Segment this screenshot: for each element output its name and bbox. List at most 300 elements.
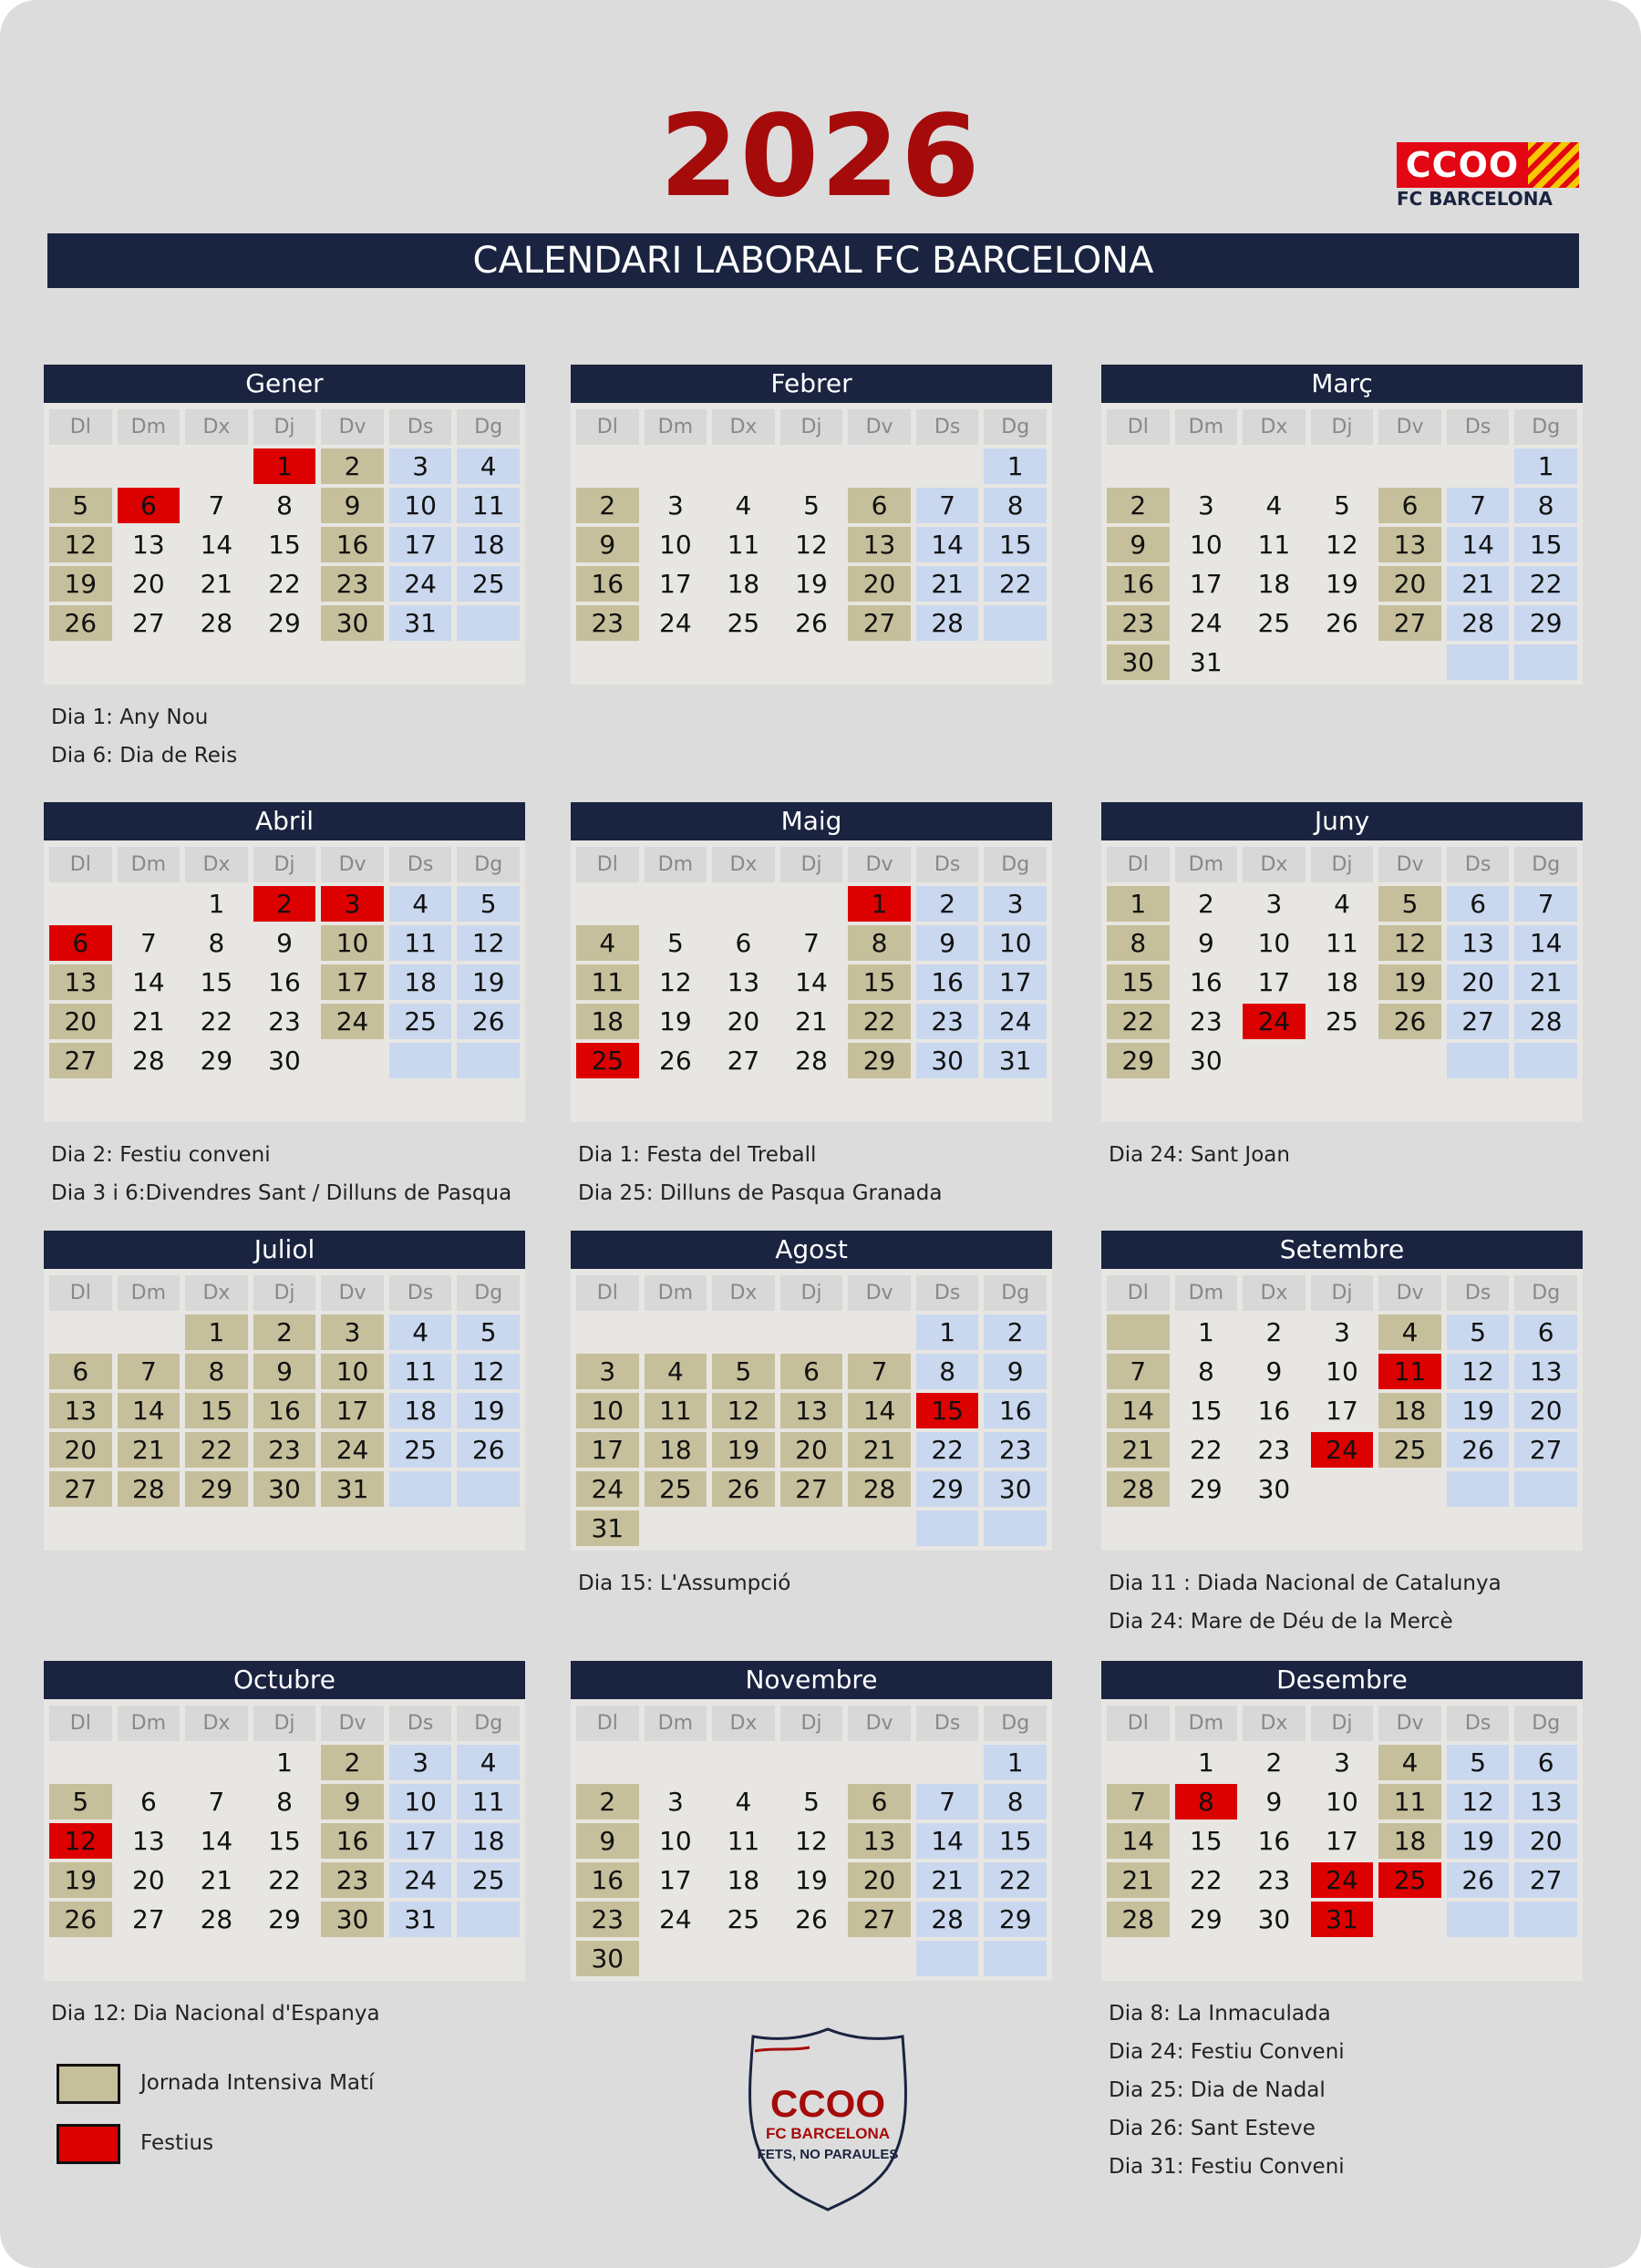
weekday-header: Ds bbox=[1447, 1275, 1510, 1311]
holiday-note: Dia 26: Sant Esteve bbox=[1109, 2117, 1316, 2140]
day-cell: 5 bbox=[1378, 886, 1441, 922]
day-cell: 20 bbox=[848, 1862, 911, 1898]
empty-cell bbox=[185, 644, 248, 680]
legend-item-intensiva bbox=[57, 2064, 512, 2109]
day-cell: 11 bbox=[576, 964, 639, 1000]
day-cell: 13 bbox=[49, 1393, 112, 1428]
day-cell: 16 bbox=[916, 964, 979, 1000]
empty-cell bbox=[848, 1510, 911, 1546]
day-cell: 10 bbox=[389, 488, 452, 523]
holiday-notes bbox=[51, 1995, 380, 2033]
holiday-note: Dia 31: Festiu Conveni bbox=[1109, 2155, 1345, 2179]
day-cell: 1 bbox=[1514, 448, 1577, 484]
weekday-header: Dm bbox=[118, 1706, 181, 1741]
day-cell: 27 bbox=[1447, 1004, 1510, 1039]
day-cell: 25 bbox=[576, 1043, 639, 1078]
empty-cell bbox=[1243, 1043, 1306, 1078]
day-cell: 26 bbox=[457, 1432, 520, 1468]
day-cell: 13 bbox=[848, 1823, 911, 1859]
day-cell: 24 bbox=[1311, 1862, 1374, 1898]
empty-cell bbox=[712, 1314, 775, 1350]
day-cell: 21 bbox=[132, 1006, 165, 1036]
empty-cell bbox=[1311, 1043, 1374, 1078]
empty-cell bbox=[1243, 1510, 1306, 1546]
day-cell: 29 bbox=[1514, 605, 1577, 641]
weekday-header: Dj bbox=[253, 847, 316, 882]
empty-cell bbox=[984, 1941, 1047, 1976]
day-cell: 28 bbox=[118, 1471, 181, 1507]
empty-cell bbox=[457, 1510, 520, 1546]
day-cell: 24 bbox=[659, 608, 692, 638]
empty-cell bbox=[457, 1043, 520, 1078]
day-cell: 5 bbox=[666, 928, 684, 958]
weekday-header: Dm bbox=[1175, 847, 1238, 882]
day-cell: 29 bbox=[200, 1046, 233, 1076]
day-cell: 9 bbox=[576, 527, 639, 562]
day-cell: 24 bbox=[1243, 1004, 1306, 1039]
month-grid bbox=[44, 1699, 525, 1981]
day-cell: 13 bbox=[727, 967, 760, 997]
day-cell: 2 bbox=[984, 1314, 1047, 1350]
month-octubre bbox=[44, 1661, 525, 1981]
day-cell: 14 bbox=[1107, 1393, 1170, 1428]
day-cell: 21 bbox=[200, 569, 233, 599]
day-cell: 21 bbox=[200, 1865, 233, 1895]
empty-cell bbox=[780, 644, 843, 680]
day-cell: 15 bbox=[185, 1393, 248, 1428]
weekday-header: Dg bbox=[1514, 1275, 1577, 1311]
weekday-header: Dj bbox=[1311, 409, 1374, 445]
empty-cell bbox=[321, 1043, 384, 1078]
empty-cell bbox=[118, 1745, 181, 1780]
day-cell: 20 bbox=[132, 1865, 165, 1895]
day-cell: 25 bbox=[1378, 1862, 1441, 1898]
month-title: Maig bbox=[571, 802, 1052, 840]
day-cell: 8 bbox=[984, 1784, 1047, 1820]
weekday-header: Dv bbox=[321, 409, 384, 445]
day-cell: 19 bbox=[712, 1432, 775, 1468]
day-cell: 31 bbox=[984, 1043, 1047, 1078]
weekday-header: Dx bbox=[712, 1706, 775, 1741]
day-cell: 14 bbox=[1514, 925, 1577, 961]
legend-label-intensiva: Jornada Intensiva Matí bbox=[140, 2071, 375, 2095]
day-cell: 29 bbox=[1190, 1474, 1223, 1504]
day-cell: 29 bbox=[268, 1904, 301, 1934]
weekday-header: Dl bbox=[576, 1275, 639, 1311]
day-cell: 7 bbox=[1447, 488, 1510, 523]
empty-cell bbox=[780, 886, 843, 922]
day-cell: 22 bbox=[185, 1432, 248, 1468]
day-cell: 29 bbox=[185, 1471, 248, 1507]
month-grid bbox=[44, 840, 525, 1122]
day-cell: 11 bbox=[1378, 1784, 1441, 1820]
weekday-header: Dv bbox=[848, 1275, 911, 1311]
weekday-header: Dl bbox=[576, 1706, 639, 1741]
holiday-note: Dia 25: Dilluns de Pasqua Granada bbox=[578, 1181, 943, 1205]
weekday-header: Dl bbox=[1107, 1706, 1170, 1741]
day-cell: 30 bbox=[321, 605, 384, 641]
weekday-header: Ds bbox=[916, 847, 979, 882]
empty-cell bbox=[49, 1745, 112, 1780]
day-cell: 17 bbox=[659, 569, 692, 599]
day-cell: 23 bbox=[984, 1432, 1047, 1468]
day-cell: 23 bbox=[1107, 605, 1170, 641]
weekday-header: Dx bbox=[712, 1275, 775, 1311]
empty-cell bbox=[1514, 1941, 1577, 1976]
day-cell: 14 bbox=[200, 530, 233, 560]
day-cell: 24 bbox=[984, 1004, 1047, 1039]
day-cell: 13 bbox=[1447, 925, 1510, 961]
month-novembre bbox=[571, 1661, 1052, 1981]
holiday-note: Dia 12: Dia Nacional d'Espanya bbox=[51, 2002, 380, 2026]
day-cell: 16 bbox=[1257, 1826, 1291, 1856]
empty-cell bbox=[645, 1082, 707, 1118]
day-cell: 31 bbox=[389, 1902, 452, 1937]
day-cell: 31 bbox=[576, 1510, 639, 1546]
day-cell: 28 bbox=[916, 1902, 979, 1937]
year-title: 2026 bbox=[659, 91, 982, 222]
day-cell: 24 bbox=[1190, 608, 1223, 638]
day-cell: 19 bbox=[49, 566, 112, 602]
weekday-header: Dg bbox=[1514, 847, 1577, 882]
day-cell: 15 bbox=[200, 967, 233, 997]
holiday-notes bbox=[1109, 1136, 1290, 1174]
day-cell: 23 bbox=[1257, 1435, 1291, 1465]
empty-cell bbox=[916, 1745, 979, 1780]
day-cell: 8 bbox=[1175, 1784, 1238, 1820]
weekday-header: Ds bbox=[389, 1706, 452, 1741]
day-cell: 1 bbox=[253, 448, 316, 484]
empty-cell bbox=[457, 605, 520, 641]
empty-cell bbox=[712, 1745, 775, 1780]
day-cell: 2 bbox=[253, 886, 316, 922]
empty-cell bbox=[1107, 1510, 1170, 1546]
day-cell: 3 bbox=[666, 490, 684, 521]
weekday-header: Dg bbox=[984, 847, 1047, 882]
day-cell: 8 bbox=[1514, 488, 1577, 523]
weekday-header: Dx bbox=[712, 847, 775, 882]
empty-cell bbox=[389, 1082, 452, 1118]
empty-cell bbox=[1447, 1902, 1510, 1937]
weekday-header: Dm bbox=[1175, 409, 1238, 445]
day-cell: 21 bbox=[1107, 1862, 1170, 1898]
empty-cell bbox=[389, 1043, 452, 1078]
day-cell: 13 bbox=[49, 964, 112, 1000]
weekday-header: Dx bbox=[185, 847, 248, 882]
weekday-header: Dj bbox=[780, 409, 843, 445]
day-cell: 10 bbox=[321, 925, 384, 961]
day-cell: 4 bbox=[1265, 490, 1283, 521]
day-cell: 17 bbox=[576, 1432, 639, 1468]
day-cell: 2 bbox=[916, 886, 979, 922]
weekday-header: Dl bbox=[49, 1706, 112, 1741]
month-abril bbox=[44, 802, 525, 1122]
day-cell: 17 bbox=[1190, 569, 1223, 599]
day-cell: 8 bbox=[916, 1354, 979, 1389]
catalan-flag-icon bbox=[1528, 142, 1579, 188]
day-cell: 28 bbox=[1514, 1004, 1577, 1039]
month-title: Novembre bbox=[571, 1661, 1052, 1699]
day-cell: 1 bbox=[984, 448, 1047, 484]
day-cell: 2 bbox=[253, 1314, 316, 1350]
empty-cell bbox=[712, 1941, 775, 1976]
day-cell: 5 bbox=[1447, 1745, 1510, 1780]
empty-cell bbox=[1378, 1471, 1441, 1507]
day-cell: 2 bbox=[321, 1745, 384, 1780]
weekday-header: Dm bbox=[1175, 1706, 1238, 1741]
day-cell: 3 bbox=[1265, 889, 1283, 919]
empty-cell bbox=[1378, 1941, 1441, 1976]
day-cell: 28 bbox=[200, 608, 233, 638]
day-cell: 23 bbox=[321, 1862, 384, 1898]
day-cell: 11 bbox=[1326, 928, 1358, 958]
empty-cell bbox=[389, 1510, 452, 1546]
day-cell: 15 bbox=[1190, 1826, 1223, 1856]
empty-cell bbox=[1175, 448, 1238, 484]
day-cell: 16 bbox=[1257, 1396, 1291, 1426]
day-cell: 22 bbox=[268, 569, 301, 599]
day-cell: 12 bbox=[1447, 1784, 1510, 1820]
empty-cell bbox=[1514, 1082, 1577, 1118]
day-cell: 10 bbox=[1326, 1356, 1358, 1387]
day-cell: 26 bbox=[49, 1902, 112, 1937]
day-cell: 22 bbox=[916, 1432, 979, 1468]
month-març bbox=[1101, 365, 1583, 685]
weekday-header: Dg bbox=[984, 1275, 1047, 1311]
day-cell: 16 bbox=[576, 566, 639, 602]
day-cell: 9 bbox=[984, 1354, 1047, 1389]
day-cell: 26 bbox=[1378, 1004, 1441, 1039]
empty-cell bbox=[780, 1082, 843, 1118]
day-cell: 8 bbox=[1107, 925, 1170, 961]
day-cell: 9 bbox=[1107, 527, 1170, 562]
weekday-header: Ds bbox=[389, 847, 452, 882]
day-cell: 15 bbox=[1190, 1396, 1223, 1426]
day-cell: 3 bbox=[576, 1354, 639, 1389]
weekday-header: Dj bbox=[1311, 1706, 1374, 1741]
day-cell: 7 bbox=[803, 928, 820, 958]
day-cell: 18 bbox=[457, 527, 520, 562]
empty-cell bbox=[49, 644, 112, 680]
day-cell: 16 bbox=[576, 1862, 639, 1898]
empty-cell bbox=[457, 644, 520, 680]
day-cell: 2 bbox=[576, 1784, 639, 1820]
weekday-header: Dj bbox=[253, 409, 316, 445]
day-cell: 12 bbox=[49, 1823, 112, 1859]
weekday-header: Dl bbox=[1107, 1275, 1170, 1311]
month-title: Gener bbox=[44, 365, 525, 403]
empty-cell bbox=[916, 1082, 979, 1118]
weekday-header: Dj bbox=[253, 1275, 316, 1311]
empty-cell bbox=[712, 1082, 775, 1118]
day-cell: 31 bbox=[389, 605, 452, 641]
holiday-note: Dia 6: Dia de Reis bbox=[51, 744, 238, 768]
day-cell: 14 bbox=[848, 1393, 911, 1428]
day-cell: 28 bbox=[132, 1046, 165, 1076]
empty-cell bbox=[916, 448, 979, 484]
day-cell: 18 bbox=[389, 964, 452, 1000]
empty-cell bbox=[984, 1082, 1047, 1118]
day-cell: 19 bbox=[1378, 964, 1441, 1000]
weekday-header: Dm bbox=[645, 1706, 707, 1741]
empty-cell bbox=[848, 1314, 911, 1350]
day-cell: 13 bbox=[848, 527, 911, 562]
day-cell: 12 bbox=[1326, 530, 1358, 560]
empty-cell bbox=[1107, 1314, 1170, 1350]
empty-cell bbox=[185, 1510, 248, 1546]
day-cell: 20 bbox=[727, 1006, 760, 1036]
day-cell: 4 bbox=[576, 925, 639, 961]
day-cell: 18 bbox=[457, 1823, 520, 1859]
day-cell: 17 bbox=[389, 527, 452, 562]
day-cell: 18 bbox=[1257, 569, 1291, 599]
day-cell: 28 bbox=[1107, 1902, 1170, 1937]
day-cell: 22 bbox=[1107, 1004, 1170, 1039]
day-cell: 15 bbox=[1514, 527, 1577, 562]
empty-cell bbox=[1378, 1510, 1441, 1546]
weekday-header: Dg bbox=[984, 409, 1047, 445]
empty-cell bbox=[1514, 1471, 1577, 1507]
day-cell: 27 bbox=[132, 1904, 165, 1934]
day-cell: 8 bbox=[276, 1787, 293, 1817]
day-cell: 4 bbox=[645, 1354, 707, 1389]
empty-cell bbox=[1447, 644, 1510, 680]
day-cell: 5 bbox=[1447, 1314, 1510, 1350]
empty-cell bbox=[1107, 448, 1170, 484]
empty-cell bbox=[848, 1941, 911, 1976]
empty-cell bbox=[1447, 448, 1510, 484]
day-cell: 16 bbox=[1190, 967, 1223, 997]
month-title: Setembre bbox=[1101, 1231, 1583, 1269]
day-cell: 14 bbox=[916, 1823, 979, 1859]
weekday-header: Ds bbox=[916, 1275, 979, 1311]
day-cell: 28 bbox=[1107, 1471, 1170, 1507]
weekday-header: Ds bbox=[1447, 409, 1510, 445]
day-cell: 23 bbox=[576, 1902, 639, 1937]
weekday-header: Dl bbox=[576, 409, 639, 445]
day-cell: 27 bbox=[848, 605, 911, 641]
empty-cell bbox=[1514, 644, 1577, 680]
month-title: Agost bbox=[571, 1231, 1052, 1269]
day-cell: 22 bbox=[1190, 1865, 1223, 1895]
month-setembre bbox=[1101, 1231, 1583, 1551]
weekday-header: Dl bbox=[1107, 847, 1170, 882]
day-cell: 7 bbox=[1107, 1784, 1170, 1820]
weekday-header: Dv bbox=[1378, 1275, 1441, 1311]
day-cell: 1 bbox=[1107, 886, 1170, 922]
month-grid bbox=[571, 403, 1052, 685]
day-cell: 28 bbox=[200, 1904, 233, 1934]
day-cell: 1 bbox=[185, 1314, 248, 1350]
day-cell: 11 bbox=[645, 1393, 707, 1428]
day-cell: 24 bbox=[1311, 1432, 1374, 1468]
day-cell: 25 bbox=[1257, 608, 1291, 638]
day-cell: 27 bbox=[49, 1043, 112, 1078]
ccoo-emblem bbox=[737, 2024, 919, 2215]
empty-cell bbox=[321, 644, 384, 680]
month-title: Desembre bbox=[1101, 1661, 1583, 1699]
day-cell: 1 bbox=[984, 1745, 1047, 1780]
empty-cell bbox=[576, 1082, 639, 1118]
weekday-header: Dl bbox=[49, 847, 112, 882]
day-cell: 8 bbox=[1197, 1356, 1214, 1387]
weekday-header: Dv bbox=[1378, 409, 1441, 445]
empty-cell bbox=[780, 448, 843, 484]
day-cell: 11 bbox=[457, 1784, 520, 1820]
weekday-header: Ds bbox=[389, 409, 452, 445]
day-cell: 8 bbox=[984, 488, 1047, 523]
month-grid bbox=[1101, 403, 1583, 685]
weekday-header: Dx bbox=[1243, 409, 1306, 445]
empty-cell bbox=[712, 644, 775, 680]
day-cell: 24 bbox=[389, 1862, 452, 1898]
month-grid bbox=[571, 840, 1052, 1122]
day-cell: 19 bbox=[795, 569, 828, 599]
day-cell: 1 bbox=[1197, 1317, 1214, 1347]
day-cell: 7 bbox=[1514, 886, 1577, 922]
day-cell: 6 bbox=[49, 925, 112, 961]
weekday-header: Dg bbox=[457, 409, 520, 445]
weekday-header: Ds bbox=[1447, 1706, 1510, 1741]
day-cell: 19 bbox=[457, 1393, 520, 1428]
day-cell: 17 bbox=[1257, 967, 1291, 997]
day-cell: 4 bbox=[1334, 889, 1350, 919]
empty-cell bbox=[118, 1314, 181, 1350]
empty-cell bbox=[1378, 644, 1441, 680]
weekday-header: Dg bbox=[457, 1275, 520, 1311]
empty-cell bbox=[1447, 1043, 1510, 1078]
day-cell: 20 bbox=[1514, 1393, 1577, 1428]
empty-cell bbox=[1378, 448, 1441, 484]
day-cell: 17 bbox=[1326, 1396, 1358, 1426]
weekday-header: Dx bbox=[185, 409, 248, 445]
day-cell: 30 bbox=[1257, 1474, 1291, 1504]
holiday-note: Dia 15: L'Assumpció bbox=[578, 1572, 791, 1595]
day-cell: 16 bbox=[1107, 566, 1170, 602]
day-cell: 13 bbox=[1378, 527, 1441, 562]
empty-cell bbox=[389, 1941, 452, 1976]
holiday-notes bbox=[578, 1564, 790, 1603]
day-cell: 22 bbox=[268, 1865, 301, 1895]
holiday-note: Dia 25: Dia de Nadal bbox=[1109, 2078, 1326, 2102]
day-cell: 6 bbox=[848, 1784, 911, 1820]
empty-cell bbox=[457, 1941, 520, 1976]
empty-cell bbox=[118, 1941, 181, 1976]
day-cell: 18 bbox=[727, 569, 760, 599]
empty-cell bbox=[1107, 1745, 1170, 1780]
empty-cell bbox=[1311, 1082, 1374, 1118]
day-cell: 7 bbox=[848, 1354, 911, 1389]
weekday-header: Ds bbox=[1447, 847, 1510, 882]
empty-cell bbox=[49, 1314, 112, 1350]
empty-cell bbox=[712, 1510, 775, 1546]
empty-cell bbox=[118, 1510, 181, 1546]
day-cell: 24 bbox=[321, 1004, 384, 1039]
empty-cell bbox=[1378, 1082, 1441, 1118]
day-cell: 21 bbox=[916, 566, 979, 602]
day-cell: 12 bbox=[1378, 925, 1441, 961]
day-cell: 4 bbox=[457, 448, 520, 484]
day-cell: 8 bbox=[276, 490, 293, 521]
day-cell: 18 bbox=[645, 1432, 707, 1468]
day-cell: 7 bbox=[916, 1784, 979, 1820]
day-cell: 16 bbox=[268, 967, 301, 997]
day-cell: 5 bbox=[457, 1314, 520, 1350]
day-cell: 11 bbox=[1378, 1354, 1441, 1389]
day-cell: 7 bbox=[916, 488, 979, 523]
day-cell: 7 bbox=[1107, 1354, 1170, 1389]
empty-cell bbox=[49, 886, 112, 922]
